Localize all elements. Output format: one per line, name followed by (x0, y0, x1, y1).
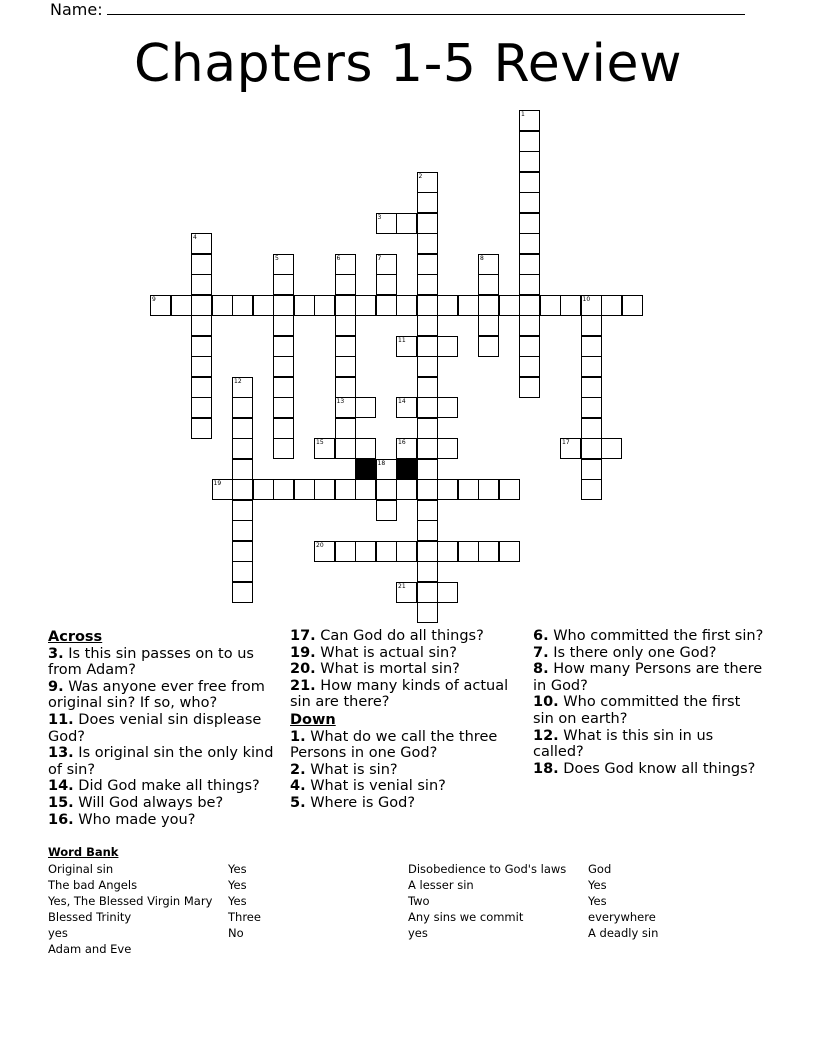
clue-number: 18. (533, 760, 559, 777)
clue-text: Who committed the first sin? (548, 628, 764, 644)
grid-cell[interactable] (273, 438, 294, 459)
grid-cell[interactable] (478, 336, 499, 357)
grid-cell[interactable] (519, 295, 540, 316)
clue-number: 16 (398, 439, 406, 446)
grid-cell[interactable] (519, 131, 540, 152)
clue-item (48, 679, 280, 712)
clue-number: 7 (377, 254, 382, 262)
grid-cell[interactable] (376, 479, 397, 500)
grid-cell[interactable] (376, 459, 397, 480)
clue-number: 8 (480, 254, 484, 262)
grid-cell[interactable] (437, 541, 458, 562)
clue-text: Can God do all things? (315, 628, 484, 644)
grid-cell[interactable] (417, 192, 438, 213)
grid-cell[interactable] (417, 418, 438, 439)
page-title: Chapters 1-5 Review (133, 34, 682, 94)
grid-cell[interactable] (519, 172, 540, 193)
grid-cell[interactable] (314, 438, 335, 459)
grid-cell[interactable] (314, 295, 335, 316)
clue-item (290, 645, 522, 662)
clue-text: What is actual sin? (315, 644, 457, 661)
grid-cell[interactable] (232, 397, 253, 418)
word-bank-entry: God (588, 862, 612, 876)
grid-cell[interactable] (601, 295, 622, 316)
grid-cell[interactable] (560, 438, 581, 459)
grid-cell[interactable] (396, 582, 417, 603)
grid-cell[interactable] (417, 479, 438, 500)
grid-cell[interactable] (478, 254, 499, 275)
grid-cell[interactable] (417, 295, 438, 316)
clue-number: 4. (290, 778, 306, 795)
grid-cell[interactable] (581, 315, 602, 336)
grid-cell[interactable] (191, 356, 212, 377)
grid-cell[interactable] (437, 582, 458, 603)
grid-cell[interactable] (581, 356, 602, 377)
grid-cell[interactable] (376, 295, 397, 316)
grid-cell[interactable] (294, 295, 315, 316)
grid-cell[interactable] (499, 295, 520, 316)
clue-text: Will God always be? (73, 794, 224, 811)
clue-item (533, 728, 765, 761)
grid-cell[interactable] (314, 541, 335, 562)
clue-number: 5 (275, 254, 279, 262)
grid-cell[interactable] (581, 459, 602, 480)
clue-text: What is sin? (305, 761, 398, 778)
grid-cell[interactable] (396, 295, 417, 316)
grid-cell[interactable] (417, 377, 438, 398)
blocked-cell (355, 459, 376, 480)
grid-cell[interactable] (437, 479, 458, 500)
clue-number: 16. (48, 811, 74, 828)
clue-item (533, 661, 765, 694)
clue-number: 9 (152, 295, 156, 303)
grid-cell[interactable] (273, 397, 294, 418)
name-blank-line[interactable] (107, 0, 745, 15)
word-bank-entry: Yes (228, 862, 247, 876)
across-heading: Across (48, 629, 103, 645)
clue-number: 6 (336, 254, 341, 262)
clue-number: 3. (48, 645, 64, 662)
clue-number: 11 (398, 336, 406, 344)
grid-cell[interactable] (232, 438, 253, 459)
grid-cell[interactable] (355, 479, 376, 500)
clue-column-1 (48, 628, 280, 828)
grid-cell[interactable] (417, 561, 438, 582)
word-bank-column-1 (48, 861, 212, 957)
clue-number: 10. (533, 694, 559, 711)
grid-cell[interactable] (355, 295, 376, 316)
word-bank-entry: Adam and Eve (48, 942, 132, 956)
grid-cell[interactable] (294, 479, 315, 500)
word-bank-entry: Disobedience to God's laws (408, 862, 567, 876)
grid-cell[interactable] (191, 295, 212, 316)
grid-cell[interactable] (417, 459, 438, 480)
clue-item (48, 795, 280, 812)
clue-item (290, 795, 522, 812)
grid-cell[interactable] (232, 500, 253, 521)
word-bank-column-3 (408, 861, 566, 941)
grid-cell[interactable] (478, 295, 499, 316)
clue-column-2 (290, 628, 522, 812)
grid-cell[interactable] (191, 418, 212, 439)
grid-cell[interactable] (335, 336, 356, 357)
grid-cell[interactable] (519, 356, 540, 377)
grid-cell[interactable] (355, 397, 376, 418)
grid-cell[interactable] (335, 295, 356, 316)
clue-number: 20 (316, 541, 324, 549)
grid-cell[interactable] (581, 479, 602, 500)
grid-cell[interactable] (519, 233, 540, 254)
grid-cell[interactable] (376, 500, 397, 521)
grid-cell[interactable] (417, 582, 438, 603)
grid-cell[interactable] (273, 336, 294, 357)
grid-cell[interactable] (417, 213, 438, 234)
clue-number: 13. (48, 745, 74, 762)
grid-cell[interactable] (622, 295, 643, 316)
grid-cell[interactable] (417, 356, 438, 377)
clue-item (533, 645, 765, 662)
grid-cell[interactable] (519, 274, 540, 295)
clue-number: 14. (48, 778, 74, 795)
clue-item (290, 729, 522, 762)
grid-cell[interactable] (437, 295, 458, 316)
grid-cell[interactable] (355, 438, 376, 459)
clue-item (48, 778, 280, 795)
grid-cell[interactable] (417, 438, 438, 459)
clue-column-3 (533, 628, 765, 777)
grid-cell[interactable] (437, 397, 458, 418)
clue-text: Does God know all things? (558, 760, 756, 777)
grid-cell[interactable] (519, 213, 540, 234)
grid-cell[interactable] (458, 479, 479, 500)
clue-number: 10 (582, 295, 591, 303)
grid-cell[interactable] (581, 336, 602, 357)
grid-cell[interactable] (273, 274, 294, 295)
clue-item (290, 678, 522, 711)
grid-cell[interactable] (478, 315, 499, 336)
clue-number: 20. (290, 661, 316, 678)
clue-number: 12. (533, 727, 559, 744)
grid-cell[interactable] (335, 479, 356, 500)
grid-cell[interactable] (417, 520, 438, 541)
word-bank-entry: No (228, 926, 244, 940)
clue-item (48, 712, 280, 745)
word-bank-entry: Any sins we commit (408, 910, 524, 924)
grid-cell[interactable] (417, 315, 438, 336)
grid-cell[interactable] (601, 438, 622, 459)
clue-number: 12 (234, 377, 242, 385)
grid-cell[interactable] (581, 418, 602, 439)
word-bank-entry: Two (408, 894, 430, 908)
clue-text: What is this sin in us called? (533, 727, 714, 761)
grid-cell[interactable] (437, 336, 458, 357)
grid-cell[interactable] (232, 459, 253, 480)
grid-cell[interactable] (150, 295, 171, 316)
grid-cell[interactable] (560, 295, 581, 316)
clue-number: 21 (398, 582, 406, 590)
grid-cell[interactable] (581, 377, 602, 398)
clue-number: 14 (398, 398, 406, 405)
grid-cell[interactable] (417, 541, 438, 562)
word-bank-entry: The bad Angels (48, 878, 138, 892)
word-bank-entry: yes (408, 926, 428, 940)
clue-number: 1. (290, 728, 306, 745)
grid-cell[interactable] (458, 295, 479, 316)
clue-item (533, 761, 765, 778)
clue-text: What is venial sin? (305, 778, 446, 795)
grid-cell[interactable] (519, 377, 540, 398)
grid-cell[interactable] (273, 295, 294, 316)
clue-item (48, 646, 280, 679)
word-bank-entry: Blessed Trinity (48, 910, 132, 924)
grid-cell[interactable] (540, 295, 561, 316)
grid-cell[interactable] (417, 336, 438, 357)
clue-item (533, 694, 765, 727)
clue-text: Is this sin passes on to us from Adam? (48, 645, 254, 679)
grid-cell[interactable] (273, 377, 294, 398)
clue-number: 4 (193, 234, 197, 241)
grid-cell[interactable] (335, 397, 356, 418)
word-bank-entry: A lesser sin (408, 878, 474, 892)
clue-item (290, 762, 522, 779)
word-bank-entry: Original sin (48, 862, 114, 876)
clue-item (290, 661, 522, 678)
grid-cell[interactable] (273, 418, 294, 439)
grid-cell[interactable] (376, 274, 397, 295)
grid-cell[interactable] (191, 377, 212, 398)
grid-cell[interactable] (581, 295, 602, 316)
clue-text: Is original sin the only kind of sin? (48, 745, 274, 778)
clue-text: What is mortal sin? (315, 661, 460, 678)
grid-cell[interactable] (417, 500, 438, 521)
clue-number: 13 (336, 398, 345, 405)
clue-text: What do we call the three Persons in one God? (290, 728, 498, 762)
grid-cell[interactable] (437, 438, 458, 459)
clue-number: 5. (290, 794, 306, 811)
grid-cell[interactable] (376, 213, 397, 234)
grid-cell[interactable] (478, 274, 499, 295)
grid-cell[interactable] (253, 479, 274, 500)
grid-cell[interactable] (396, 541, 417, 562)
word-bank-title: Word Bank (48, 845, 119, 859)
grid-cell[interactable] (396, 336, 417, 357)
grid-cell[interactable] (335, 315, 356, 336)
clue-number: 1 (521, 111, 525, 118)
grid-cell[interactable] (212, 479, 233, 500)
clue-number: 11. (48, 711, 74, 728)
grid-cell[interactable] (191, 254, 212, 275)
grid-cell[interactable] (519, 192, 540, 213)
grid-cell[interactable] (232, 541, 253, 562)
grid-cell[interactable] (396, 438, 417, 459)
grid-cell[interactable] (232, 561, 253, 582)
grid-cell[interactable] (335, 418, 356, 439)
clue-number: 17. (290, 628, 316, 644)
clue-text: Who committed the first sin on earth? (533, 694, 741, 727)
clue-number: 18 (377, 459, 386, 467)
grid-cell[interactable] (519, 336, 540, 357)
grid-cell[interactable] (417, 274, 438, 295)
grid-cell[interactable] (232, 582, 253, 603)
word-bank-entry: Yes (588, 894, 607, 908)
clue-item (290, 778, 522, 795)
grid-cell[interactable] (191, 274, 212, 295)
grid-cell[interactable] (519, 151, 540, 172)
grid-cell[interactable] (417, 172, 438, 193)
clue-item (48, 745, 280, 778)
clue-number: 19. (290, 644, 316, 661)
blocked-cell (396, 459, 417, 480)
word-bank-entry: everywhere (588, 910, 656, 924)
clue-text: Is there only one God? (548, 644, 717, 661)
grid-cell[interactable] (376, 254, 397, 275)
grid-cell[interactable] (499, 479, 520, 500)
word-bank-entry: Three (228, 910, 261, 924)
clue-item (48, 812, 280, 829)
clue-item (290, 628, 522, 645)
grid-cell[interactable] (232, 377, 253, 398)
clue-number: 17 (562, 439, 570, 446)
word-bank-entry: Yes (588, 878, 607, 892)
name-field (50, 0, 745, 19)
clue-number: 7. (533, 644, 549, 661)
grid-cell[interactable] (335, 438, 356, 459)
grid-cell[interactable] (417, 397, 438, 418)
grid-cell[interactable] (253, 295, 274, 316)
clue-text: Who made you? (73, 811, 196, 828)
grid-cell[interactable] (232, 479, 253, 500)
grid-cell[interactable] (355, 541, 376, 562)
grid-cell[interactable] (499, 541, 520, 562)
grid-cell[interactable] (581, 438, 602, 459)
word-bank-entry: Yes (228, 878, 247, 892)
clue-text: How many Persons are there in God? (533, 661, 763, 694)
grid-cell[interactable] (273, 356, 294, 377)
grid-cell[interactable] (396, 213, 417, 234)
clue-number: 15 (316, 439, 324, 446)
word-bank-column-2 (228, 861, 261, 941)
grid-cell[interactable] (396, 397, 417, 418)
grid-cell[interactable] (581, 397, 602, 418)
word-bank-column-4 (588, 861, 658, 941)
grid-cell[interactable] (417, 254, 438, 275)
grid-cell[interactable] (519, 110, 540, 131)
grid-cell[interactable] (314, 479, 335, 500)
grid-cell[interactable] (232, 418, 253, 439)
grid-cell[interactable] (519, 254, 540, 275)
grid-cell[interactable] (232, 520, 253, 541)
grid-cell[interactable] (273, 479, 294, 500)
clue-number: 19 (213, 480, 222, 487)
grid-cell[interactable] (335, 356, 356, 377)
word-bank-entry: Yes, The Blessed Virgin Mary (48, 894, 213, 908)
grid-cell[interactable] (273, 315, 294, 336)
grid-cell[interactable] (335, 254, 356, 275)
clue-number: 8. (533, 661, 549, 678)
clue-text: Does venial sin displease God? (48, 711, 262, 745)
grid-cell[interactable] (396, 479, 417, 500)
grid-cell[interactable] (335, 274, 356, 295)
grid-cell[interactable] (191, 336, 212, 357)
clue-number: 3 (377, 213, 382, 221)
clue-number: 6. (533, 628, 549, 644)
grid-cell[interactable] (335, 377, 356, 398)
grid-cell[interactable] (212, 295, 233, 316)
grid-cell[interactable] (519, 315, 540, 336)
grid-cell[interactable] (458, 541, 479, 562)
grid-cell[interactable] (335, 541, 356, 562)
clue-text: Where is God? (305, 794, 416, 811)
clue-text: How many kinds of actual sin are there? (290, 677, 509, 711)
clue-item (533, 628, 765, 645)
down-heading: Down (290, 711, 336, 728)
clue-number: 2. (290, 761, 306, 778)
grid-cell[interactable] (191, 397, 212, 418)
word-bank-entry: A deadly sin (588, 926, 659, 940)
grid-cell[interactable] (191, 233, 212, 254)
name-label: Name: (50, 0, 103, 19)
grid-cell[interactable] (171, 295, 192, 316)
clue-text: Did God make all things? (73, 778, 260, 795)
grid-cell[interactable] (232, 295, 253, 316)
word-bank-entry: yes (48, 926, 68, 940)
grid-cell[interactable] (478, 541, 499, 562)
grid-cell[interactable] (478, 479, 499, 500)
grid-cell[interactable] (376, 541, 397, 562)
clue-number: 15. (48, 794, 74, 811)
clue-number: 2 (418, 172, 423, 180)
grid-cell[interactable] (273, 254, 294, 275)
word-bank-entry: Yes (228, 894, 247, 908)
clue-text: Was anyone ever free from original sin? If so, who? (48, 678, 265, 712)
grid-cell[interactable] (191, 315, 212, 336)
clue-number: 9. (48, 678, 64, 695)
grid-cell[interactable] (417, 602, 438, 623)
grid-cell[interactable] (417, 233, 438, 254)
clue-number: 21. (290, 677, 316, 694)
